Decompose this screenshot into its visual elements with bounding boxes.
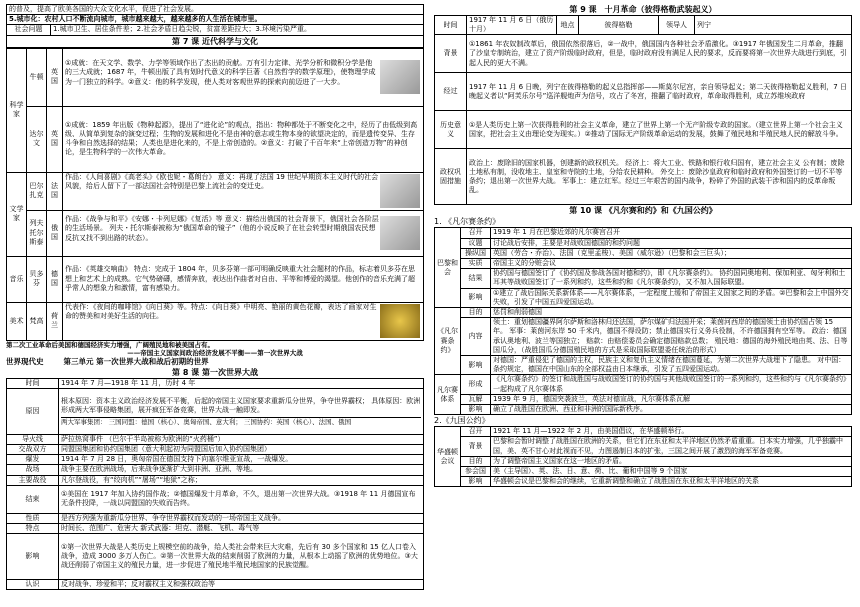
literature-label: 文学家: [7, 172, 27, 256]
paris-row-label-1: 议题: [461, 238, 491, 248]
wash-row-text-1: 巴黎和会暂时调整了战胜国在欧洲的关系，但它们在东亚和太平洋地区仍然矛盾重重。日本实力增强，几乎独霸中国，美、英不甘心对此视而不见，力图遏制日本的扩张，三国之间开展了激烈的海军军备竞赛。: [491, 437, 852, 456]
sunflower-painting: [380, 304, 420, 338]
newton-portrait: [380, 60, 420, 94]
ww1-text-8: 是西方列强为重新瓜分世界、争夺世界霸权而发动的一场帝国主义战争。: [59, 513, 424, 523]
ww1-text-5: 战争主要在欧洲战场，后来战争逐渐扩大到非洲、亚洲、等地。: [59, 465, 424, 475]
paris-row-label-2: 操纵国: [461, 248, 491, 258]
part2-heading: 2.《九国公约》: [434, 416, 490, 426]
vangogh-name: 梵高: [27, 302, 47, 340]
leader-text: 列宁: [695, 16, 852, 35]
versailles-row-label-0: 目的: [461, 308, 491, 318]
rev-text-1: 1917 年 11 月 6 日晚，列宁在彼得格勒的起义总指挥部——斯莫尔尼宫，亲自领导起义；第二天彼得格勒起义胜利，7 日晚起义者以“阿芙乐尔号”巡洋舰炮声为信号，攻占了冬宫，推翻了临时政府，革命取得胜利，成立苏维埃政府: [467, 73, 852, 111]
ww1-text-1: 根本原因：资本主义政治经济发展不平衡，后起的帝国主义国家要求重新瓜分世界，争夺世界霸权； 具体原因：欧洲形成两大军事侵略集团，展开疯狂军备竞赛，世界大战一触即发。: [61, 397, 421, 415]
beethoven-country: 德国: [47, 256, 63, 302]
paris-row-text-1: 讨论战后安排，主要是对战败国德国的和约问题: [491, 238, 852, 248]
rev-label-0: 背景: [435, 35, 467, 73]
ww1-text-11: 反对战争、珍爱和平；反对霸权主义和强权政治等: [59, 580, 424, 590]
unit-header-left: 世界现代史: [6, 356, 44, 366]
darwin-text: ①成就：1859 年出版《物种起源》，提出了“进化论”的观点，指出：物种都处于不断变化之中，经历了由低级到高级、从简单到复杂的演变过程；生物的发展和进化不是由神的意志或生物本身的欲望决定的，而是遗传变异、生存斗争和自然选择的结果；人类也是进化来的，不是上帝创造的。②意义：打破了千百年来“上帝创造万物”的神创论，是生物科学的一次伟大革命。: [63, 106, 424, 172]
ww1-label-1: 原因: [7, 388, 59, 434]
washington-label: 华盛顿会议: [435, 427, 461, 487]
ww1-text-10: ①第一次世界大战是人类历史上规模空前的战争，给人类社会带来巨大灾难，先后有 30 多个国家和 15 亿人口卷入战争，造成 3000 多万人伤亡。②第一次世界大战的结束削弱了欧洲的力量，从根本上动摇了欧洲的优势地位。③大战还削弱了帝国主义的殖民力量，进一步促进了殖民地半殖民地国家的民族觉醒。: [59, 534, 424, 580]
versailles-row-text-1: 领土：重划德国疆界阿尔萨斯和洛林归还法国，萨尔煤矿归法国开采；莱茵河西岸的德国领土由协约国占领 15 年。 军事：莱茵河东岸 50 千米内，德国不得设防；禁止德国实行义务兵役制，不许德国拥有空军等。 政治：德国承认奥地利、波兰等国独立； 赔款：由赔偿委员会确定德国赔款总数； 殖民地：德国的海外殖民地由英、法、日等国瓜分，（战胜国瓜分德国殖民地的方式是采取国际联盟委任统治的形式）: [491, 318, 852, 356]
place-label: 地点: [557, 16, 579, 35]
lesson10-title: 第 10 课 《凡尔赛和约》和《九国公约》: [569, 206, 717, 216]
paris-row-label-0: 召开: [461, 228, 491, 238]
right-column: [434, 4, 852, 487]
ww1-text-3: 同盟国集团和协约国集团（意大利起初为同盟国后加入协约国集团）: [59, 445, 424, 455]
ww1-label-10: 影响: [7, 534, 59, 580]
ww1-table: [6, 378, 424, 591]
ww1-text-2: 萨拉热窝事件 （巴尔干半岛被称为欧洲的“火药桶”）: [59, 434, 424, 444]
vangogh-country: 荷兰: [47, 302, 63, 340]
tolstoy-portrait: [380, 216, 420, 250]
newton-text: ①成就：在天文学、数学、力学等领域作出了杰出的贡献。万有引力定律、光学分析和微积分学是他的三大成就；1687 年，牛顿出版了具有划时代意义的科学巨著《自然哲学的数学原理》，使物理学成为一门独立的科学。②意义：他的科学发现，使人类对客观世界的探索向前迈进了一大步。: [65, 59, 376, 86]
ww1-label-5: 战场: [7, 465, 59, 475]
ww1-label-3: 交战双方: [7, 445, 59, 455]
paris-label: 巴黎和会: [435, 228, 461, 308]
vsys-row-text-2: 确立了战胜国在欧洲、西亚和非洲的国际新秩序。: [491, 405, 852, 415]
lesson7-title: 第 7 课 近代科学与文化: [7, 35, 424, 47]
tolstoy-cell: [63, 210, 424, 256]
social-issue-label: 社会问题: [7, 25, 51, 35]
rev-text-3: 政治上：废除旧的国家机器，创建新的政权机关。 经济上：将大工业、铁路和银行收归国有，建立社会主义 公有制；废除土地私有制，没收地主、皇室和寺院的土地，分给农民耕种。 外交上：废除沙皇政府和临时政府和外国签订的一切不平等条约；退出第一次世界大战。 军事上：建立红军。经过三年艰苦的国内战争，粉碎了外国的武装干涉和国内的反革命叛乱。: [467, 149, 852, 205]
versailles-row-label-1: 内容: [461, 318, 491, 356]
wash-row-text-3: 美（主导国）、英、法、日、意、荷、比、葡和中国等 9 个国家: [491, 467, 852, 477]
paris-row-label-4: 结果: [461, 269, 491, 288]
tolstoy-name: 列夫托尔斯泰: [27, 210, 47, 256]
tolstoy-text: 作品：《战争与和平》《安娜・卡列尼娜》《复活》等 意义：描绘出俄国的社会背景下，俄国社会各阶层的生活场景。 列夫・托尔斯泰被称为“俄国革命的镜子”（他的小说反映了在社会转型时期俄国农民想反抗又找不到出路的状态）。: [65, 215, 379, 242]
ww1-label-6: 主要战役: [7, 475, 59, 485]
beethoven-text: 作品：《英雄交响曲》 特点：完成于 1804 年，贝多芬第一部可明确反映重大社会题材的作品，标志着贝多芬在思想上和艺术上的成熟。它气势磅礴，感情奔放，表达出作曲者对自由、平等和博爱的渴望。他创作的音乐充满了超乎常人的想象力和激情，富有感染力。: [63, 256, 424, 302]
wash-row-label-4: 影响: [461, 477, 491, 487]
vangogh-cell: [63, 302, 424, 340]
top-row-2: 5.城市化：农村人口不断流向城市，城市越来越大，越来越多的人生活在城市里。: [7, 15, 424, 25]
ww1-label-9: 特点: [7, 524, 59, 534]
wash-row-text-0: 1921 年 11 月—1922 年 2 月，由美国倡议，在华盛顿举行。: [491, 427, 852, 437]
washington-table: [434, 426, 852, 487]
place-text: 彼得格勒: [579, 16, 659, 35]
lesson7-table: [6, 48, 424, 341]
rev-text-2: ①是人类历史上第一次获得胜利的社会主义革命，建立了世界上第一个无产阶级专政的国家。（建立世界上第一个社会主义国家，把社会主义由理论变为现实。）②推动了国际无产阶级革命运动的发展，鼓舞了殖民地和半殖民地人民的解放斗争。: [467, 111, 852, 149]
ww1-cause-cell: [59, 388, 424, 434]
lesson9-title: 第 9 课 十月革命（彼得格勒武装起义）: [569, 5, 717, 14]
balzac-text: 作品：《人间喜剧》《高老头》《欧也妮・葛朗台》 意义：再现了法国 19 世纪早期资本主义时代的社会风貌，给后人留下了一部法国社会特别是巴黎上流社会的变迁史。: [65, 173, 379, 191]
ww1-text-4: 1914 年 7 月 28 日，奥匈帝国在德国支持下向塞尔维亚宣战，一战爆发。: [59, 455, 424, 465]
alliance-row-1: 三国同盟：德国（核心）、奥匈帝国、意大利；: [108, 417, 242, 426]
paris-row-text-5: ①建立了战后国际关系新体系——凡尔赛体系，一定程度上缓和了帝国主义国家之间的矛盾。②巴黎和会上中国外交失败，引发了中国五四爱国运动。: [491, 288, 852, 307]
beethoven-name: 贝多芬: [27, 256, 47, 302]
ww1-text-7: ①美国在 1917 年加入协约国作战；②德国爆发十月革命，不久，退出第一次世界大战。③1918 年 11 月德国宣布无条件投降，一战以同盟国的失败而告终。: [59, 485, 424, 513]
revolution-table: [434, 15, 852, 205]
wash-row-text-4: 华盛顿会议是巴黎和会的继续，它重新调整和确立了战胜国在东亚和太平洋地区的关系: [491, 477, 852, 487]
rev-label-2: 历史意义: [435, 111, 467, 149]
rev-label-1: 经过: [435, 73, 467, 111]
versailles-sys-label: 凡尔赛体系: [435, 375, 461, 415]
ww1-label-0: 时间: [7, 378, 59, 388]
newton-cell: [63, 48, 424, 106]
paris-row-text-0: 1919 年 1 月在巴黎近郊的凡尔赛宫召开: [491, 228, 852, 238]
unit-header-right: 第三单元 第一次世界大战和战后初期的世界: [63, 356, 209, 366]
vsys-row-label-1: 瓦解: [461, 394, 491, 404]
darwin-country: 英国: [47, 106, 63, 172]
paris-row-label-3: 实质: [461, 259, 491, 269]
newton-country: 英国: [47, 48, 63, 106]
time-text: 1917 年 11 月 6 日（俄历十月）: [467, 16, 557, 35]
music-label: 音乐: [7, 256, 27, 302]
ww1-text-0: 1914 年 7 月—1918 年 11 月，历时 4 年: [59, 378, 424, 388]
tolstoy-country: 俄国: [47, 210, 63, 256]
wash-row-label-3: 参会国: [461, 467, 491, 477]
europe-alliances: 两大军事集团： 三国同盟：德国（核心）、奥匈帝国、意大利； 三国协约：英国（核心）、法国、俄国: [61, 417, 421, 426]
balzac-cell: [63, 172, 424, 210]
ww1-label-7: 结束: [7, 485, 59, 513]
alliance-row-2: 三国协约：英国（核心）、法国、俄国: [243, 417, 352, 426]
unit-line-1: 第二次工业革命后美国和德国经济实力增强，广阔殖民地和被美国占有。: [6, 340, 214, 349]
art-label: 美术: [7, 302, 27, 340]
top-row-1: 的普及，提高了欧美各国的大众文化水平，促进了社会发展。: [7, 5, 424, 15]
versailles-row-label-2: 影响: [461, 356, 491, 375]
versailles-row-text-2: 对德国：严重侵犯了德国的主权，民族主义和复仇主义情绪在德国蔓延，为第二次世界大战埋下了隐患。 对中国：条约规定，德国在中国山东的全部权益由日本继承，引发了五四爱国运动。: [491, 356, 852, 375]
balzac-portrait: [380, 174, 420, 208]
ww1-label-2: 导火线: [7, 434, 59, 444]
paris-table: [434, 227, 852, 415]
wash-row-label-2: 目的: [461, 456, 491, 466]
vsys-row-text-0: 《凡尔赛条约》的签订和战胜国与战败国签订的协约国与其他战败国签订的一系列和约，这些和约与《凡尔赛条约》一起构成了凡尔赛体系: [491, 375, 852, 394]
ww1-label-4: 爆发: [7, 455, 59, 465]
rev-text-0: ①1861 年农奴制改革后，俄国依然很落后，②一战中，俄国国内各种社会矛盾激化。③1917 年俄国发生二月革命，推翻了沙皇专制统治，建立了资产阶级临时政府，但是，临时政府没有满足人民的要求，反而要将第一次世界大战进行到底，引起人民的更大不满。: [467, 35, 852, 73]
newton-name: 牛顿: [27, 48, 47, 106]
ww1-label-8: 性质: [7, 513, 59, 523]
wash-row-label-0: 召开: [461, 427, 491, 437]
vsys-row-text-1: 1939 年 9 月，德国突袭波兰，英法对德宣战，凡尔赛体系瓦解: [491, 394, 852, 404]
paris-row-text-3: 帝国主义的分赃会议: [491, 259, 852, 269]
top-table: [6, 4, 424, 48]
leader-label: 领导人: [659, 16, 695, 35]
wash-row-label-1: 背景: [461, 437, 491, 456]
time-label: 时间: [435, 16, 467, 35]
ww1-label-11: 认识: [7, 580, 59, 590]
left-column: [6, 4, 424, 590]
alliance-head: 两大军事集团: [61, 417, 100, 426]
part1-heading: 1. 《凡尔赛条约》: [434, 217, 501, 227]
balzac-name: 巴尔扎克: [27, 172, 47, 210]
versailles-label: 《凡尔赛条约》: [435, 308, 461, 375]
balzac-country: 法国: [47, 172, 63, 210]
vsys-row-label-0: 形成: [461, 375, 491, 394]
wash-row-text-2: 为了调整帝国主义国家在这一地区的矛盾。: [491, 456, 852, 466]
paris-row-text-2: 英国（劳合・乔治）、法国（克里孟梭）、美国（威尔逊）（巴黎和会三巨头）；: [491, 248, 852, 258]
unit-line-2: ——帝国主义国家间政治经济发展不平衡——第一次世界大战: [127, 348, 303, 357]
darwin-name: 达尔文: [27, 106, 47, 172]
paris-row-text-4: 协约国与德国签订了《协约国及参战各国对德和约》，即《凡尔赛条约》。 协约国同奥地利、保加利亚、匈牙利和土耳其等战败国签订了一系列和约，这些和约和《凡尔赛条约》，又不加入国际联盟。: [491, 269, 852, 288]
versailles-row-text-0: 惩罚和削弱德国: [491, 308, 852, 318]
vangogh-text: 代表作：《夜间的咖啡馆》《向日葵》等。特点：《向日葵》中明亮、艳丽的黄色花瓣，表达了画家对生命的赞美和对美好生活的向往。: [65, 303, 377, 321]
social-issue-text: 1.城市卫生、居住条件差；2.社会矛盾日趋尖锐，贫富差距拉大；3.环境污染严重。: [51, 25, 424, 35]
paris-row-label-5: 影响: [461, 288, 491, 307]
ww1-text-9: 时间长、范围广、危害大 新式武器：坦克、潜艇、飞机、毒气等: [59, 524, 424, 534]
science-label: 科学家: [7, 48, 27, 172]
rev-label-3: 政权巩固措施: [435, 149, 467, 205]
vsys-row-label-2: 影响: [461, 405, 491, 415]
lesson8-title: 第 8 课 第一次世界大战: [172, 367, 258, 377]
unit-header: [6, 357, 424, 367]
ww1-text-6: 凡尔登战役，有“绞肉机”“屠场”“地狱”之称；: [59, 475, 424, 485]
